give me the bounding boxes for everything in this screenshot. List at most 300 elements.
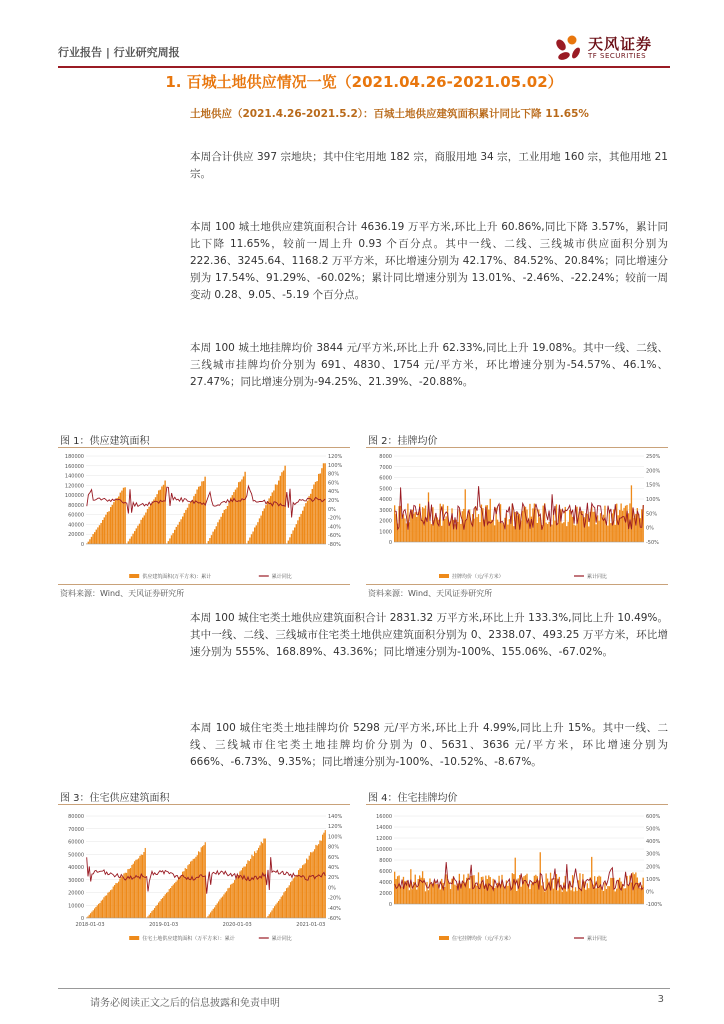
chart-bar bbox=[437, 884, 438, 904]
chart-bar bbox=[495, 886, 496, 904]
chart-bar bbox=[103, 897, 104, 918]
legend-bar-label: 住宅挂牌均价（元/平方米） bbox=[452, 936, 514, 942]
y-tick-left: 40000 bbox=[68, 865, 84, 871]
y-tick-left: 20000 bbox=[68, 890, 84, 897]
y-tick-left: 3000 bbox=[379, 507, 392, 514]
chart-bar bbox=[200, 486, 201, 544]
chart-bar bbox=[547, 524, 548, 542]
chart-bar bbox=[122, 877, 123, 918]
chart-bar bbox=[105, 515, 106, 544]
chart-bar bbox=[435, 884, 436, 904]
chart-bar bbox=[283, 471, 284, 544]
chart-bar bbox=[520, 887, 521, 904]
chart-bar bbox=[609, 886, 610, 904]
chart-bar bbox=[416, 890, 417, 904]
y-tick-right: -100% bbox=[646, 902, 663, 908]
chart-bar bbox=[441, 879, 442, 904]
chart-bar bbox=[107, 893, 108, 918]
chart-bar bbox=[198, 487, 199, 544]
chart-bar bbox=[101, 901, 102, 918]
chart-bar bbox=[293, 878, 294, 918]
chart-bar bbox=[595, 888, 596, 904]
chart-bar bbox=[164, 481, 165, 544]
chart-bar bbox=[410, 511, 411, 542]
chart-bar bbox=[588, 526, 589, 542]
chart-bar bbox=[425, 891, 426, 904]
chart-bar bbox=[260, 516, 261, 544]
chart-bar bbox=[431, 884, 432, 904]
chart-bar bbox=[398, 875, 399, 904]
page-number: 3 bbox=[657, 994, 664, 1005]
chart-bar bbox=[150, 913, 151, 918]
chart-bar bbox=[263, 839, 264, 918]
y-tick-left: 140000 bbox=[64, 473, 84, 480]
chart-bar bbox=[177, 880, 178, 918]
chart-bar bbox=[105, 896, 106, 918]
chart-bar bbox=[277, 903, 278, 918]
chart-bar bbox=[167, 892, 168, 918]
y-tick-right: 200% bbox=[646, 468, 661, 475]
chart-bar bbox=[246, 864, 247, 918]
paragraph-3: 本周 100 城土地挂牌均价 3844 元/平方米,环比上升 62.33%,同比上升 19.08%。其中一线、二线、三线城市挂牌均价分别为 691、4830、1754 元/平方米，环比增速分别为-54.57%、46.1%、27.47%；同比增速分别为-94.25%、21.39%、-20.88%。 bbox=[190, 342, 668, 388]
chart-bar bbox=[245, 866, 246, 918]
chart-bar bbox=[323, 463, 324, 544]
company-logo bbox=[550, 30, 670, 66]
chart-bar bbox=[225, 892, 226, 918]
chart-bar bbox=[601, 889, 602, 904]
y-tick-right: 100% bbox=[328, 834, 343, 841]
chart-bar bbox=[313, 485, 314, 544]
chart-bar bbox=[272, 492, 273, 544]
chart-bar bbox=[494, 888, 495, 904]
y-tick-left: 10000 bbox=[376, 847, 392, 853]
chart-bar bbox=[598, 521, 599, 542]
chart-bar bbox=[312, 489, 313, 544]
chart-bar bbox=[106, 895, 107, 918]
chart-bar bbox=[447, 879, 448, 904]
chart-bar bbox=[473, 875, 474, 904]
chart-bar bbox=[323, 833, 324, 918]
chart-bar bbox=[607, 886, 608, 904]
chart-bar bbox=[318, 844, 319, 918]
chart-bar bbox=[283, 892, 284, 918]
y-tick-right: -80% bbox=[328, 542, 341, 548]
legend-line-label: 累计同比 bbox=[587, 574, 608, 580]
chart-bar bbox=[276, 485, 277, 544]
figure-1-bottom-rule bbox=[58, 584, 350, 585]
chart-bar bbox=[178, 877, 179, 918]
chart-bar bbox=[606, 525, 607, 542]
y-tick-right: 100% bbox=[646, 497, 661, 503]
chart-bar bbox=[163, 485, 164, 544]
chart-bar bbox=[597, 515, 598, 542]
y-tick-left: 6000 bbox=[379, 869, 392, 875]
chart-bar bbox=[102, 900, 103, 918]
chart-bar bbox=[275, 904, 276, 918]
chart-bar bbox=[297, 875, 298, 918]
chart-bar bbox=[158, 903, 159, 918]
chart-bar bbox=[203, 481, 204, 544]
figure-1-source: 资料来源：Wind、天风证券研究所 bbox=[60, 589, 185, 598]
chart-bar bbox=[319, 840, 320, 918]
chart-bar bbox=[626, 505, 627, 542]
chart-bar bbox=[269, 914, 270, 918]
chart-bar bbox=[457, 522, 458, 542]
chart-bar bbox=[253, 856, 254, 918]
chart-bar bbox=[557, 890, 558, 904]
y-tick-left: 7000 bbox=[379, 464, 392, 471]
y-tick-left: 6000 bbox=[379, 475, 392, 482]
chart-bar bbox=[607, 526, 608, 542]
chart-bar bbox=[416, 517, 417, 542]
chart-bar bbox=[490, 877, 491, 904]
x-tick: 2019-01-03 bbox=[149, 922, 179, 928]
chart-bar bbox=[394, 872, 395, 904]
chart-bar bbox=[557, 523, 558, 542]
footer-divider bbox=[58, 988, 670, 989]
chart-bar bbox=[222, 896, 223, 918]
chart-bar bbox=[275, 484, 276, 544]
y-tick-right: 20% bbox=[328, 875, 340, 882]
y-tick-left: 5000 bbox=[379, 486, 392, 493]
chart-bar bbox=[493, 879, 494, 904]
chart-bar bbox=[503, 886, 504, 904]
figure-4-chart bbox=[366, 810, 668, 946]
chart-bar bbox=[165, 894, 166, 918]
chart-bar bbox=[174, 530, 175, 544]
y-tick-left: 12000 bbox=[376, 836, 392, 842]
chart-bar bbox=[637, 877, 638, 904]
chart-bar bbox=[569, 510, 570, 542]
chart-bar bbox=[183, 871, 184, 918]
chart-bar bbox=[522, 511, 523, 542]
chart-bar bbox=[191, 861, 192, 918]
chart-bar bbox=[566, 526, 567, 542]
chart-bar bbox=[310, 494, 311, 544]
chart-bar bbox=[300, 514, 301, 544]
figure-3-chart bbox=[58, 810, 350, 946]
chart-bar bbox=[209, 914, 210, 918]
chart-bar bbox=[604, 883, 605, 904]
chart-bar bbox=[187, 508, 188, 544]
y-tick-left: 14000 bbox=[376, 825, 392, 831]
chart-bar bbox=[588, 888, 589, 904]
chart-bar bbox=[302, 511, 303, 544]
chart-bar bbox=[504, 887, 505, 904]
chart-bar bbox=[175, 882, 176, 918]
y-tick-right: 40% bbox=[328, 865, 340, 871]
figure-4-label: 图 4：住宅挂牌均价 bbox=[368, 793, 458, 804]
chart-bar bbox=[460, 524, 461, 542]
y-tick-right: 600% bbox=[646, 814, 661, 820]
chart-bar bbox=[640, 888, 641, 904]
chart-bar bbox=[169, 538, 170, 544]
chart-bar bbox=[255, 853, 256, 918]
chart-bar bbox=[95, 907, 96, 918]
y-tick-left: 10000 bbox=[68, 903, 84, 910]
chart-bar bbox=[491, 520, 492, 542]
chart-bar bbox=[98, 904, 99, 918]
chart-bar bbox=[619, 510, 620, 542]
chart-bar bbox=[507, 525, 508, 542]
chart-bar bbox=[476, 886, 477, 904]
chart-bar bbox=[109, 892, 110, 918]
chart-bar bbox=[585, 890, 586, 904]
y-tick-right: 60% bbox=[328, 854, 340, 861]
chart-bar bbox=[210, 912, 211, 918]
chart-bar bbox=[233, 883, 234, 918]
legend-line-label: 累计同比 bbox=[271, 936, 292, 942]
chart-bar bbox=[116, 498, 117, 544]
chart-svg bbox=[366, 810, 668, 946]
y-tick-left: 2000 bbox=[379, 518, 392, 525]
chart-bar bbox=[274, 906, 275, 918]
chart-bar bbox=[182, 517, 183, 544]
chart-bar bbox=[262, 843, 263, 918]
chart-bar bbox=[249, 861, 250, 918]
paragraph-1: 本周合计供应 397 宗地块；其中住宅用地 182 宗，商服用地 34 宗，工业用地 160 宗，其他用地 21 宗。 bbox=[190, 151, 668, 180]
chart-bar bbox=[123, 873, 124, 918]
y-tick-right: 140% bbox=[328, 814, 343, 820]
chart-bar bbox=[593, 512, 594, 542]
chart-bar bbox=[308, 496, 309, 544]
y-tick-right: 120% bbox=[328, 454, 343, 460]
chart-bar bbox=[219, 520, 220, 544]
chart-bar bbox=[548, 522, 549, 542]
chart-bar bbox=[264, 508, 265, 544]
chart-bar bbox=[219, 899, 220, 918]
chart-bar bbox=[566, 891, 567, 904]
chart-bar bbox=[429, 878, 430, 904]
y-tick-left: 2000 bbox=[379, 891, 392, 897]
chart-bar bbox=[435, 516, 436, 542]
chart-bar bbox=[431, 524, 432, 542]
chart-bar bbox=[142, 855, 143, 918]
chart-bar bbox=[181, 875, 182, 918]
chart-bar bbox=[217, 522, 218, 544]
chart-bar bbox=[315, 845, 316, 918]
chart-svg bbox=[58, 810, 350, 946]
chart-bar bbox=[581, 890, 582, 904]
chart-bar bbox=[525, 875, 526, 904]
chart-bar bbox=[443, 504, 444, 542]
chart-bar bbox=[289, 885, 290, 918]
y-tick-right: 200% bbox=[646, 864, 661, 871]
report-type: 行业报告 | 行业研究周报 bbox=[58, 46, 180, 59]
chart-bar bbox=[190, 501, 191, 544]
chart-bar bbox=[401, 518, 402, 542]
chart-bar bbox=[570, 890, 571, 904]
chart-bar bbox=[262, 511, 263, 544]
chart-bar bbox=[153, 910, 154, 918]
chart-bar bbox=[230, 498, 231, 544]
y-tick-right: 500% bbox=[646, 826, 661, 833]
chart-bar bbox=[238, 482, 239, 544]
chart-bar bbox=[119, 879, 120, 918]
y-tick-left: 16000 bbox=[376, 814, 392, 820]
chart-bar bbox=[196, 490, 197, 544]
logo-mark-icon bbox=[550, 32, 584, 64]
chart-bar bbox=[203, 845, 204, 918]
chart-bar bbox=[440, 889, 441, 904]
chart-bar bbox=[239, 871, 240, 918]
chart-bar bbox=[197, 855, 198, 918]
chart-bar bbox=[475, 506, 476, 542]
chart-bar bbox=[222, 513, 223, 544]
chart-bar bbox=[623, 508, 624, 542]
chart-bar bbox=[469, 888, 470, 904]
chart-bar bbox=[299, 517, 300, 544]
figure-3-rule bbox=[58, 804, 350, 805]
chart-bar bbox=[267, 501, 268, 544]
chart-bar bbox=[162, 898, 163, 918]
legend-bar-swatch bbox=[439, 936, 449, 940]
chart-bar bbox=[227, 506, 228, 544]
chart-bar bbox=[535, 875, 536, 904]
chart-bar bbox=[625, 888, 626, 904]
chart-bar bbox=[292, 530, 293, 544]
chart-bar bbox=[110, 507, 111, 544]
chart-bar bbox=[94, 908, 95, 918]
chart-bar bbox=[529, 889, 530, 904]
chart-bar bbox=[273, 490, 274, 544]
chart-bar bbox=[248, 541, 249, 544]
chart-bar bbox=[302, 865, 303, 918]
chart-bar bbox=[487, 879, 488, 904]
chart-bar bbox=[261, 842, 262, 918]
chart-bar bbox=[297, 520, 298, 544]
chart-bar bbox=[166, 893, 167, 918]
chart-bar bbox=[509, 883, 510, 904]
chart-bar bbox=[324, 463, 325, 544]
chart-bar bbox=[618, 515, 619, 542]
chart-bar bbox=[140, 520, 141, 544]
chart-bar bbox=[537, 523, 538, 542]
footer-disclaimer: 请务必阅读正文之后的信息披露和免责申明 bbox=[90, 998, 280, 1009]
chart-bar bbox=[138, 858, 139, 918]
chart-bar bbox=[316, 481, 317, 544]
y-tick-right: 150% bbox=[646, 482, 661, 489]
sub-title: 土地供应（2021.4.26-2021.5.2）：百城土地供应建筑面积累计同比下降 11.65% bbox=[190, 108, 589, 120]
y-tick-left: 160000 bbox=[64, 463, 84, 470]
y-tick-left: 100000 bbox=[64, 493, 84, 500]
chart-bar bbox=[311, 852, 312, 918]
y-tick-left: 50000 bbox=[68, 852, 84, 859]
chart-bar bbox=[142, 518, 143, 544]
section-title: 1. 百城土地供应情况一览（2021.04.26-2021.05.02） bbox=[165, 73, 563, 91]
chart-bar bbox=[273, 908, 274, 918]
chart-bar bbox=[545, 523, 546, 542]
chart-bar bbox=[190, 862, 191, 918]
chart-bar bbox=[208, 541, 209, 544]
chart-bar bbox=[271, 910, 272, 918]
chart-bar bbox=[129, 539, 130, 544]
paragraph-4: 本周 100 城住宅类土地供应建筑面积合计 2831.32 万平方米,环比上升 133.3%,同比上升 10.49%。其中一线、二线、三线城市住宅类土地供应建筑面积分别为 0、2338.07、493.25 万平方米，环比增速分别为 555%、168.89%、43.36%；同比增速分别为-100%、155.06%、-67.02%。 bbox=[190, 612, 668, 658]
chart-bar bbox=[88, 542, 89, 544]
chart-bar bbox=[590, 877, 591, 904]
chart-bar bbox=[281, 897, 282, 918]
y-tick-left: 0 bbox=[388, 540, 392, 546]
chart-bar bbox=[278, 901, 279, 918]
legend-bar-swatch bbox=[129, 936, 139, 940]
chart-bar bbox=[594, 876, 595, 904]
figure-1-label: 图 1：供应建筑面积 bbox=[60, 436, 150, 447]
chart-bar bbox=[407, 883, 408, 904]
chart-bar bbox=[478, 514, 479, 542]
chart-bar bbox=[234, 880, 235, 918]
chart-bar bbox=[184, 513, 185, 544]
chart-bar bbox=[135, 860, 136, 918]
chart-bar bbox=[124, 487, 125, 544]
chart-bar bbox=[144, 515, 145, 544]
chart-bar bbox=[553, 889, 554, 904]
chart-bar bbox=[169, 889, 170, 918]
chart-bar bbox=[465, 489, 466, 542]
chart-bar bbox=[635, 872, 636, 904]
chart-bar bbox=[100, 523, 101, 544]
chart-bar bbox=[112, 505, 113, 544]
chart-bar bbox=[121, 491, 122, 544]
chart-bar bbox=[317, 846, 318, 918]
chart-bar bbox=[559, 877, 560, 904]
chart-bar bbox=[110, 890, 111, 918]
y-tick-right: 400% bbox=[646, 839, 661, 846]
y-tick-right: 50% bbox=[646, 511, 658, 518]
chart-bar bbox=[243, 867, 244, 918]
chart-bar bbox=[212, 532, 213, 544]
chart-bar bbox=[256, 525, 257, 544]
chart-bar bbox=[217, 903, 218, 918]
chart-bar bbox=[565, 507, 566, 542]
chart-bar bbox=[575, 526, 576, 542]
figure-1-chart bbox=[58, 450, 350, 584]
chart-bar bbox=[129, 869, 130, 918]
chart-bar bbox=[573, 525, 574, 542]
chart-bar bbox=[185, 868, 186, 918]
chart-bar bbox=[587, 514, 588, 542]
chart-bar bbox=[201, 847, 202, 918]
chart-bar bbox=[128, 541, 129, 544]
y-tick-left: 120000 bbox=[64, 483, 84, 490]
chart-bar bbox=[498, 876, 499, 904]
chart-bar bbox=[145, 848, 146, 918]
chart-bar bbox=[576, 891, 577, 904]
y-tick-right: -40% bbox=[328, 524, 341, 531]
chart-bar bbox=[303, 864, 304, 918]
chart-bar bbox=[612, 878, 613, 904]
chart-bar bbox=[254, 851, 255, 918]
chart-bar bbox=[249, 538, 250, 544]
chart-bar bbox=[428, 890, 429, 904]
chart-bar bbox=[513, 526, 514, 542]
chart-bar bbox=[115, 500, 116, 544]
chart-bar bbox=[609, 510, 610, 542]
chart-bar bbox=[445, 516, 446, 542]
chart-bar bbox=[610, 523, 611, 542]
header-divider bbox=[58, 66, 670, 68]
logo-text: 天风证券 bbox=[588, 35, 653, 53]
y-tick-left: 180000 bbox=[64, 454, 84, 460]
chart-bar bbox=[168, 541, 169, 544]
chart-bar bbox=[117, 883, 118, 918]
chart-bar bbox=[595, 524, 596, 542]
chart-bar bbox=[606, 889, 607, 904]
chart-bar bbox=[132, 534, 133, 544]
figure-2-chart bbox=[366, 450, 668, 584]
chart-bar bbox=[213, 909, 214, 918]
chart-bar bbox=[237, 876, 238, 918]
chart-bar bbox=[145, 513, 146, 544]
